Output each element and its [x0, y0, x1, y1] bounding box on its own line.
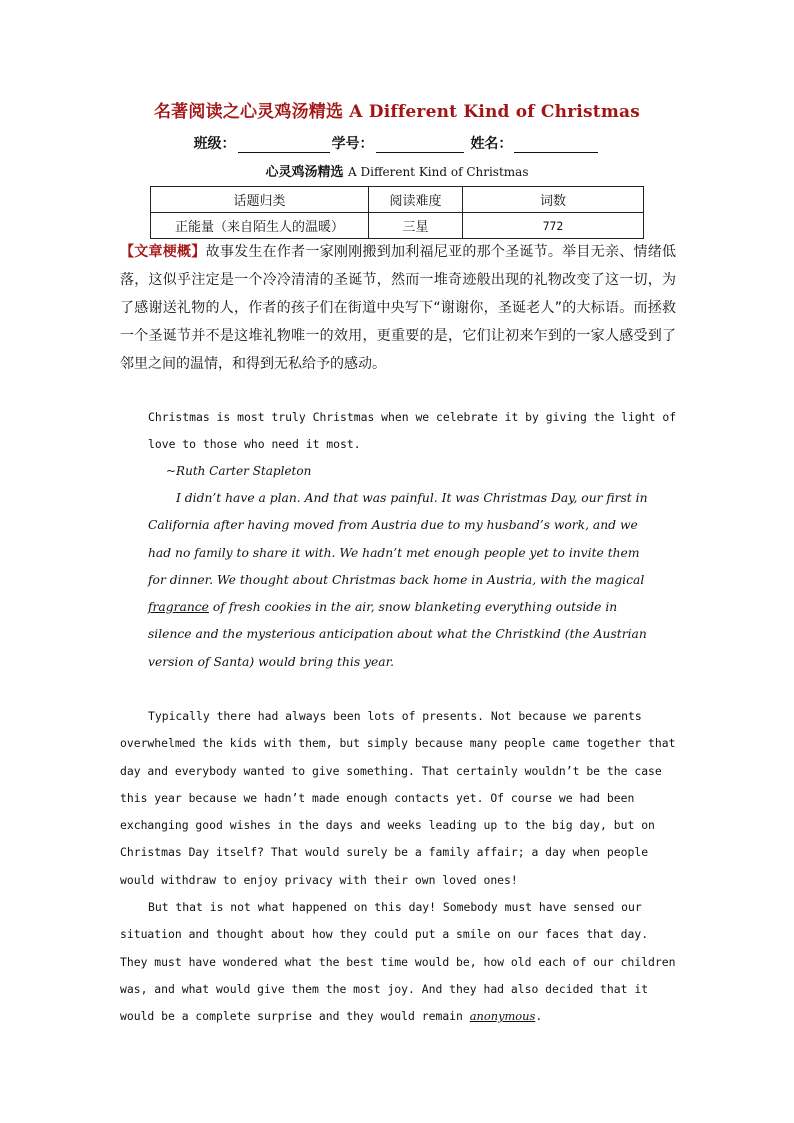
epigraph-quote: Christmas is most truly Christmas when we celebrate it by giving the light of love to those who need it most.: [148, 410, 677, 452]
page-title: 名著阅读之心灵鸡汤精选 A Different Kind of Christmas: [153, 102, 641, 122]
paragraph-2-text-1: But that is not what happened on this day! Somebody must have sensed our situation and thought about how they could put a smile on our faces that day. They must have wondered what the best time would be, how old each of our children was, and what would give them the most joy. And they had also decided that it would be a complete surprise and they would remain: [120, 900, 676, 1024]
name-blank[interactable]: [514, 138, 598, 153]
info-table: [150, 186, 644, 239]
subtitle: [0, 161, 794, 180]
italic-paragraph-text-1: I didn’t have a plan. And that was painful. It was Christmas Day, our first in California after having moved from Austria due to my husband’s work, and we had no family to share it with. We hadn’t met enough people yet to invite them for dinner. We thought about Christmas back home in Austria, with the magical: [148, 491, 648, 587]
paragraph-2: [120, 894, 676, 1030]
underlined-word-fragrance: fragrance: [148, 600, 209, 615]
article-summary: [120, 238, 676, 378]
quote-attribution: ~Ruth Carter Stapleton: [166, 464, 312, 478]
table-cell-wordcount: 772: [463, 213, 644, 239]
student-info-fields: [0, 133, 794, 153]
paragraph-2-text-2: .: [535, 1009, 543, 1024]
info-table-header-row: [151, 187, 644, 213]
subtitle-cn: 心灵鸡汤精选: [265, 165, 344, 180]
paragraph-1: [120, 703, 676, 894]
subtitle-en: A Different Kind of Christmas: [348, 165, 529, 179]
class-label: 班级：: [193, 136, 236, 152]
id-blank[interactable]: [376, 138, 464, 153]
table-header-topic: 话题归类: [151, 187, 369, 213]
italic-paragraph-text-2: of fresh cookies in the air, snow blanketing everything outside in silence and the mysterious anticipation about what the Christkind (the Austrian version of Santa) would bring this year.: [148, 600, 647, 669]
id-label: 学号：: [331, 136, 374, 152]
table-cell-difficulty: 三星: [369, 213, 463, 239]
info-table-data-row: [151, 213, 644, 239]
underlined-word-anonymous: anonymous: [469, 1009, 536, 1024]
summary-text: 故事发生在作者一家刚刚搬到加利福尼亚的那个圣诞节。举目无亲、情绪低落，这似乎注定是一个冷冷清清的圣诞节，然而一堆奇迹般出现的礼物改变了这一切，为了感谢送礼物的人，作者的孩子们在街道中央写下“谢谢你，圣诞老人”的大标语。而拯救一个圣诞节并不是这堆礼物唯一的效用，更重要的是，它们让初来乍到的一家人感受到了邻里之间的温情，和得到无私给予的感动。: [120, 244, 677, 372]
table-header-wordcount: 词数: [463, 187, 644, 213]
class-blank[interactable]: [238, 138, 330, 153]
table-cell-topic: 正能量（来自陌生人的温暖）: [151, 213, 369, 239]
paragraph-1-text: Typically there had always been lots of presents. Not because we parents overwhelmed the kids with them, but simply because many people came together that day and everybody wanted to give something. That certainly wouldn’t be the case this year because we hadn’t made enough contacts yet. Of course we had been exchanging good wishes in the days and weeks leading up to the big day, but on Christmas Day itself? That would surely be a family affair; a day when people would withdraw to enjoy privacy with their own loved ones!: [120, 709, 676, 887]
name-label: 姓名：: [470, 136, 513, 152]
table-header-difficulty: 阅读难度: [369, 187, 463, 213]
italic-paragraph: [148, 485, 658, 676]
summary-tag: 【文章梗概】: [120, 244, 206, 260]
